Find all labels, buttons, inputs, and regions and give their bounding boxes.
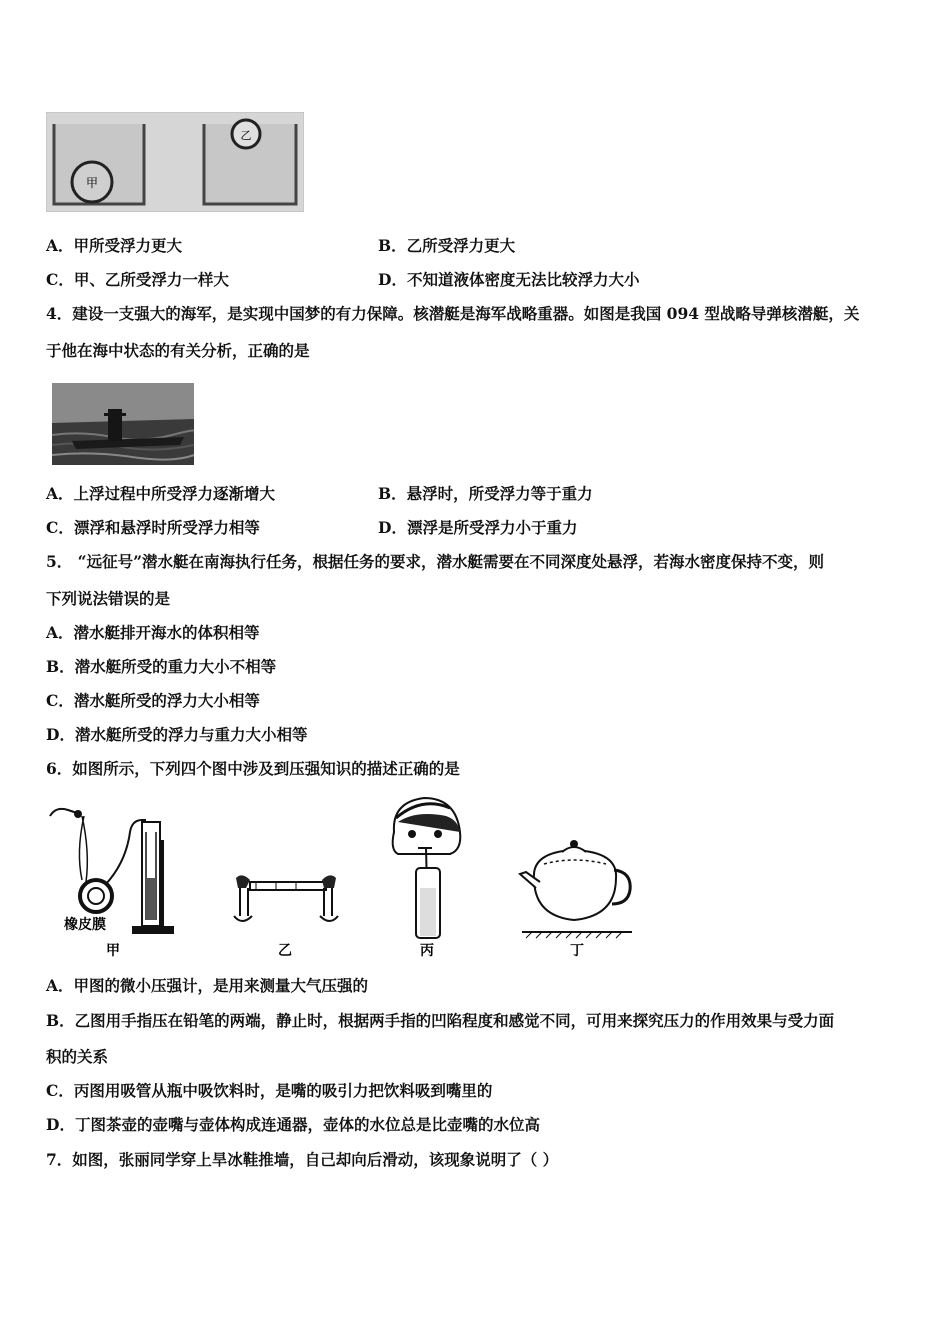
q4-option-c[interactable]: C．漂浮和悬浮时所受浮力相等 <box>46 518 260 537</box>
q3-label-yi: 乙 <box>240 129 252 142</box>
q6-option-d[interactable]: D．丁图茶壶的壶嘴与壶体构成连通器，壶体的水位总是比壶嘴的水位高 <box>46 1115 540 1134</box>
q5-option-c[interactable]: C．潜水艇所受的浮力大小相等 <box>46 691 260 710</box>
q4-submarine-photo <box>52 383 194 465</box>
q5-stem-line2: 下列说法错误的是 <box>46 589 171 608</box>
q4-stem-line1: 4．建设一支强大的海军，是实现中国梦的有力保障。核潜艇是海军战略重器。如图是我国 094 型战略导弹核潜艇，关 <box>46 304 860 323</box>
q6-stem: 6．如图所示，下列四个图中涉及到压强知识的描述正确的是 <box>46 759 460 778</box>
q3-option-a[interactable]: A．甲所受浮力更大 <box>46 236 183 255</box>
q3-option-b[interactable]: B．乙所受浮力更大 <box>378 236 516 255</box>
figure-jia <box>50 809 174 959</box>
q3-beakers-figure <box>46 112 304 212</box>
figure-ding <box>520 840 632 959</box>
q5-option-a[interactable]: A．潜水艇排开海水的体积相等 <box>46 623 260 642</box>
rubber-membrane-icon <box>80 880 112 912</box>
q3-option-d[interactable]: D．不知道液体密度无法比较浮力大小 <box>378 270 640 289</box>
label-membrane: 橡皮膜 <box>64 917 106 933</box>
label-jia: 甲 <box>106 943 120 959</box>
q5-option-b[interactable]: B．潜水艇所受的重力大小不相等 <box>46 657 277 676</box>
q4-option-b[interactable]: B．悬浮时，所受浮力等于重力 <box>378 484 593 503</box>
q7-stem: 7．如图，张丽同学穿上旱冰鞋推墙，自己却向后滑动，该现象说明了（ ） <box>46 1150 559 1169</box>
figure-bing <box>393 798 461 959</box>
q3-label-jia: 甲 <box>85 176 99 190</box>
q4-option-d[interactable]: D．漂浮是所受浮力小于重力 <box>378 518 578 537</box>
q4-option-a[interactable]: A．上浮过程中所受浮力逐渐增大 <box>46 484 276 503</box>
q5-option-d[interactable]: D．潜水艇所受的浮力与重力大小相等 <box>46 725 308 744</box>
q5-stem-line1: 5． “远征号”潜水艇在南海执行任务，根据任务的要求，潜水艇需要在不同深度处悬浮，若海水密度保持不变，则 <box>46 552 825 571</box>
figure-yi <box>234 875 338 959</box>
label-bing: 丙 <box>420 943 434 959</box>
label-yi: 乙 <box>278 943 292 959</box>
q3-option-c[interactable]: C．甲、乙所受浮力一样大 <box>46 270 229 289</box>
q6-option-c[interactable]: C．丙图用吸管从瓶中吸饮料时，是嘴的吸引力把饮料吸到嘴里的 <box>46 1081 493 1100</box>
q6-option-a[interactable]: A．甲图的微小压强计，是用来测量大气压强的 <box>46 976 369 995</box>
label-ding: 丁 <box>570 943 584 959</box>
q6-figures <box>46 792 646 964</box>
pencil <box>250 882 326 890</box>
q6-option-b-line1[interactable]: B．乙图用手指压在铅笔的两端，静止时，根据两手指的凹陷程度和感觉不同，可用来探究压力的作用效果与受力面 <box>46 1011 835 1030</box>
q4-stem-line2: 于他在海中状态的有关分析，正确的是 <box>46 341 310 360</box>
q6-option-b-line2[interactable]: 积的关系 <box>46 1047 109 1066</box>
